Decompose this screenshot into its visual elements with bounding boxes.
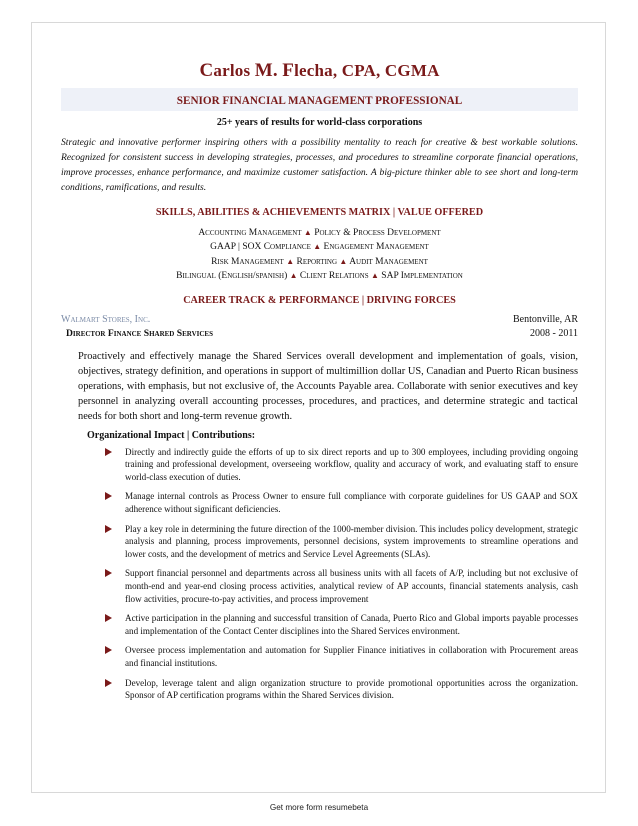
bullet-arrow-icon	[105, 525, 112, 533]
footer-link[interactable]: Get more form resumebeta	[269, 803, 369, 812]
triangle-icon: ▲	[289, 271, 298, 281]
job-dates: 2008 - 2011	[530, 327, 578, 339]
professional-title: SENIOR FINANCIAL MANAGEMENT PROFESSIONAL	[176, 95, 463, 107]
skills-line: Accounting Management ▲ Policy & Process Development	[198, 227, 441, 238]
triangle-icon: ▲	[303, 227, 312, 237]
impact-heading: Organizational Impact | Contributions:	[87, 429, 256, 441]
list-item: Directly and indirectly guide the efforts of up to six direct reports and up to 300 employees, including providing ongoing training and professional development, overseeing workflow, quality and accuracy of work, and evaluating staff to ensure world-class execution of duties.	[105, 446, 578, 484]
job-title: Director Finance Shared Services	[66, 327, 213, 339]
summary-paragraph: Strategic and innovative performer inspiring others with a possibility mentality to reach for creative & best workable solutions. Recognized for consistent success in developing strategies, processes, and procedures to streamline corporate financial operations, improve processes, enhance performance, and maximize customer satisfaction. A big-picture thinker able to see short and long-term conditions, ramifications, and results.	[61, 137, 578, 193]
title-band	[61, 88, 578, 111]
triangle-icon: ▲	[313, 242, 322, 252]
skills-line: GAAP | SOX Compliance ▲ Engagement Management	[210, 242, 429, 253]
bullet-arrow-icon	[105, 448, 112, 456]
job-description: Proactively and effectively manage the Shared Services overall development and implementation of goals, vision, objectives, strategy definition, and operations in support of multimillion dollar US, Canadian and Puerto Rican business operations, with emphasis, but not exclusive of, the Accounts Payable area. Collaborate with senior executives and key personnel in analyzing overall accounting processes, procedures, and practices, and determine strategic and tactical needs for both short and long-term revenue growth.	[78, 350, 578, 422]
skills-heading: SKILLS, ABILITIES & ACHIEVEMENTS MATRIX | VALUE OFFERED	[155, 206, 484, 218]
skills-line: Risk Management ▲ Reporting ▲ Audit Management	[211, 256, 428, 267]
list-item: Manage internal controls as Process Owner to ensure full compliance with corporate guidelines for US GAAP and SOX adherence without significant deficiencies.	[105, 490, 578, 515]
list-item: Play a key role in determining the future direction of the 1000-member division. This includes policy development, strategic analysis and planning, process improvements, personnel decisions, system improvements to streamline operations and lower costs, and the development of metrics and Service Level Agreements (SLAs).	[105, 523, 578, 561]
bullet-arrow-icon	[105, 679, 112, 687]
bullet-arrow-icon	[105, 646, 112, 654]
bullet-arrow-icon	[105, 614, 112, 622]
employer-row	[61, 313, 578, 327]
job-title-row	[61, 327, 578, 341]
triangle-icon: ▲	[286, 256, 295, 266]
years-tagline: 25+ years of results for world-class corporations	[216, 117, 423, 128]
list-item: Support financial personnel and departments across all business units with all facets of A/P, including but not exclusive of month-end and year-end closing process activities, analytical review of AP accounts, financial statements analysis, cash flow activities, procure-to-pay activities, and process improvement	[105, 567, 578, 605]
list-item: Active participation in the planning and successful transition of Canada, Puerto Rico and Global imports payable processes and implementation of the Contact Center disciplines into the Shared Services environment.	[105, 612, 578, 637]
skills-line: Bilingual (English/spanish) ▲ Client Relations ▲ SAP Implementation	[176, 271, 463, 282]
list-item: Develop, leverage talent and align organization structure to provide promotional opportunities across the organization. Sponsor of AP certification programs within the Shared Services division.	[105, 677, 578, 702]
job-location: Bentonville, AR	[513, 313, 578, 325]
triangle-icon: ▲	[339, 256, 348, 266]
list-item: Oversee process implementation and automation for Supplier Finance initiatives in collaboration with Procurement areas and financial institutions.	[105, 644, 578, 669]
employer-name: Walmart Stores, Inc.	[61, 313, 151, 325]
triangle-icon: ▲	[371, 271, 379, 281]
contributions-list	[61, 446, 578, 702]
bullet-arrow-icon	[105, 569, 112, 577]
skills-matrix	[61, 226, 578, 284]
candidate-name: Carlos M. Flecha, CPA, CGMA	[199, 60, 440, 81]
career-heading: CAREER TRACK & PERFORMANCE | DRIVING FORCES	[183, 294, 456, 306]
resume-content	[61, 60, 578, 709]
bullet-arrow-icon	[105, 492, 112, 500]
